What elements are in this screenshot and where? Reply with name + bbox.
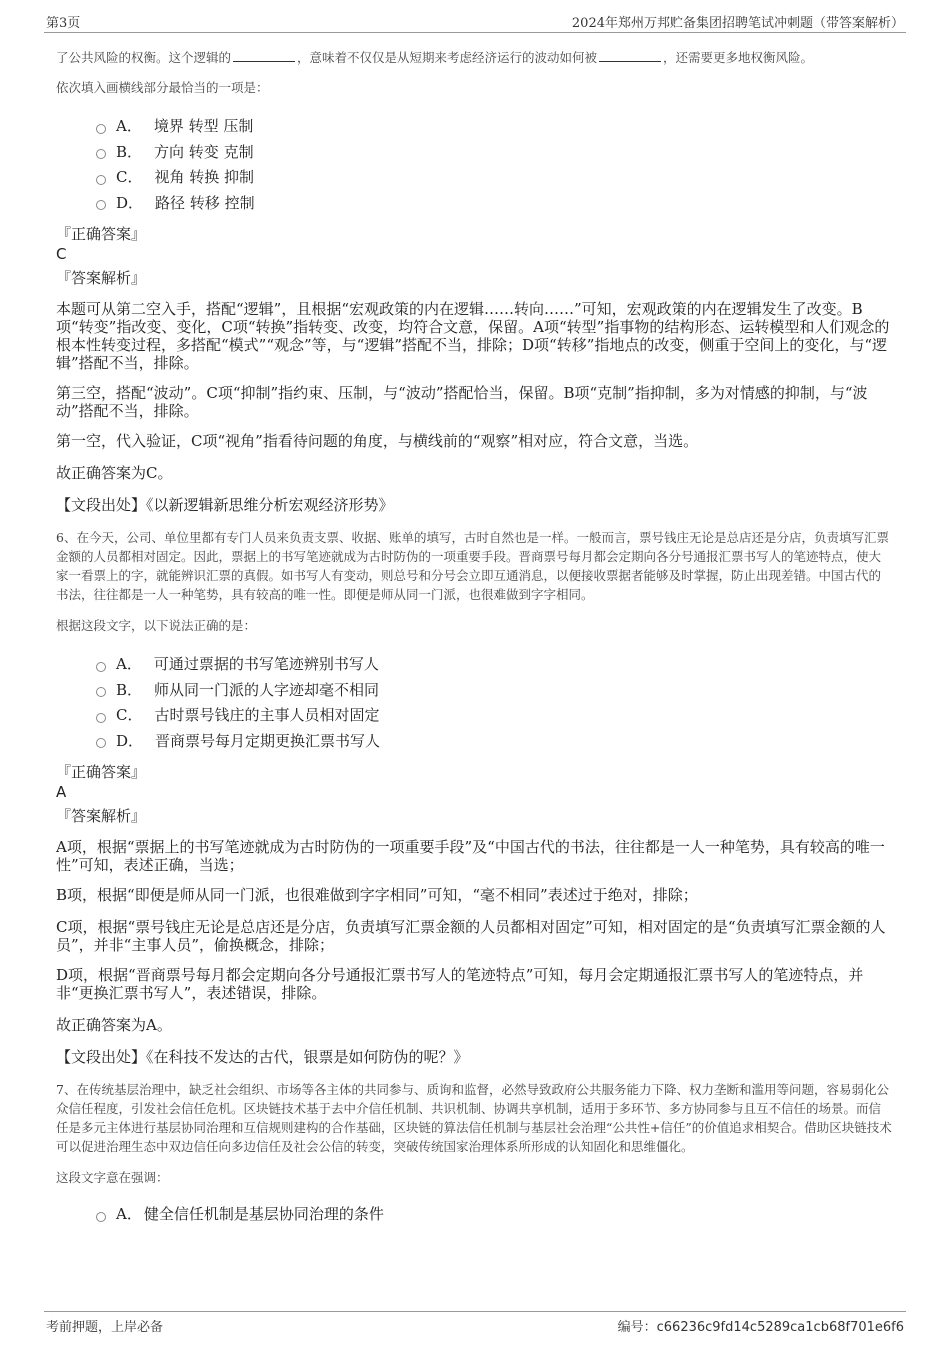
radio-icon[interactable] <box>96 1212 106 1222</box>
q6-analysis <box>56 838 892 1034</box>
analysis-paragraph: A项，根据“票据上的书写笔迹就成为古时防伪的一项重要手段”及“中国古代的书法，往往都是一人一种笔势，具有较高的唯一性”可知，表述正确，当选； <box>56 838 885 874</box>
radio-icon[interactable] <box>96 713 106 723</box>
correct-answer: C <box>56 245 67 263</box>
option-d[interactable]: D． 路径 转移 控制 <box>96 191 892 217</box>
page-footer <box>44 1311 906 1336</box>
q6-text: 6、在今天，公司、单位里都有专门人员来负责支票、收据、账单的填写，古时自然也是一样。一般而言，票号钱庄无论是总店还是分店，负责填写汇票金额的人员都相对固定。因此，票据上的书写笔迹就成为古时防伪的一项重要手段。晋商票号每月都会定期向各分号通报汇票书写人的笔迹特点，使大家一看票上的字，就能辨识汇票的真假。如书写人有变动，则总号和分号会立即互通消息，以便接收票据者能够及时掌握，防止出现差错。中国古代的书法，往往都是一人一种笔势，具有较高的唯一性。即便是师从同一门派，也很难做到字字相同。 <box>56 530 889 602</box>
option-b[interactable]: B． 师从同一门派的人字迹却毫不相同 <box>96 678 892 704</box>
q5-stem: 了公共风险的权衡。这个逻辑的 ，意味着不仅仅是从短期来考虑经济运行的波动如何被 ，还需要更多地权衡风险。 <box>56 50 814 65</box>
page-number: 第3页 <box>46 16 81 31</box>
correct-answer: A <box>56 783 67 801</box>
analysis-paragraph: 本题可从第二空入手，搭配“逻辑”，且根据“宏观政策的内在逻辑……转向……”可知，宏观政策的内在逻辑发生了改变。B项“转变”指改变、变化，C项“转换”指转变、改变，均符合文意，保留。A项“转型”指事物的结构形态、运转模型和人们观念的根本性转变过程，多搭配“模式”“观念”等，与“逻辑”搭配不当，排除；D项“转移”指地点的改变，侧重于空间上的变化，与“逻辑”搭配不当，排除。 <box>56 300 890 372</box>
q5-ask: 依次填入画横线部分最恰当的一项是： <box>56 80 269 95</box>
option-c[interactable]: C． 视角 转换 抑制 <box>96 165 892 191</box>
document-title: 2024年郑州万邦贮备集团招聘笔试冲刺题（带答案解析） <box>571 16 904 31</box>
radio-icon[interactable] <box>96 149 106 159</box>
radio-icon[interactable] <box>96 687 106 697</box>
blank-line <box>233 49 295 62</box>
q7-text: 7、在传统基层治理中，缺乏社会组织、市场等各主体的共同参与、质询和监督，必然导致政府公共服务能力下降、权力垄断和滥用等问题，容易弱化公众信任程度，引发社会信任危机。区块链技术基于去中介信任机制、共识机制、协调共享机制，适用于多环节、多方协同参与且互不信任的场景。而信任是多元主体进行基层协同治理和互信规则建构的合作基础，区块链的算法信任机制与基层社会治理“公共性+信任”的价值追求相契合。借助区块链技术可以促进治理生态中双边信任向多边信任及社会公信的转变，突破传统国家治理体系所形成的认知固化和思维僵化。 <box>56 1082 892 1154</box>
option-a[interactable]: A． 健全信任机制是基层协同治理的条件 <box>96 1202 892 1228</box>
analysis-paragraph: B项，根据“即便是师从同一门派，也很难做到字字相同”可知，“毫不相同”表述过于绝对，排除； <box>56 886 698 904</box>
q5-analysis <box>56 300 892 482</box>
analysis-tag: 『答案解析』 <box>56 269 147 287</box>
document-code: 编号：c66236c9fd14c5289ca1cb68f701e6f6 <box>617 1320 904 1335</box>
option-a[interactable]: A． 境界 转型 压制 <box>96 114 892 140</box>
answer-tag: 『正确答案』 <box>56 225 147 243</box>
source-citation: 【文段出处】《以新逻辑新思维分析宏观经济形势》 <box>56 496 394 514</box>
analysis-paragraph: C项，根据“票号钱庄无论是总店还是分店，负责填写汇票金额的人员都相对固定”可知，相对固定的是“负责填写汇票金额的人员”，并非“主事人员”，偷换概念，排除； <box>56 918 886 954</box>
analysis-paragraph: 第三空，搭配“波动”。C项“抑制”指约束、压制，与“波动”搭配恰当，保留。B项“克制”指抑制，多为对情感的抑制，与“波动”搭配不当，排除。 <box>56 384 868 420</box>
q6-ask: 根据这段文字，以下说法正确的是： <box>56 618 257 633</box>
analysis-paragraph: D项，根据“晋商票号每月都会定期向各分号通报汇票书写人的笔迹特点”可知，每月会定期通报汇票书写人的笔迹特点，并非“更换汇票书写人”，表述错误，排除。 <box>56 966 864 1002</box>
footer-slogan: 考前押题，上岸必备 <box>46 1320 164 1335</box>
option-a[interactable]: A． 可通过票据的书写笔迹辨别书写人 <box>96 652 892 678</box>
main-content <box>56 48 892 1228</box>
page-header <box>44 10 906 33</box>
q7-options <box>96 1202 892 1228</box>
radio-icon[interactable] <box>96 175 106 185</box>
analysis-conclusion: 故正确答案为C。 <box>56 464 173 482</box>
q7-ask: 这段文字意在强调： <box>56 1170 169 1185</box>
analysis-tag: 『答案解析』 <box>56 807 147 825</box>
option-b[interactable]: B． 方向 转变 克制 <box>96 140 892 166</box>
option-d[interactable]: D． 晋商票号每月定期更换汇票书写人 <box>96 729 892 755</box>
answer-tag: 『正确答案』 <box>56 763 147 781</box>
q6-options <box>96 652 892 754</box>
q5-options <box>96 114 892 216</box>
option-c[interactable]: C． 古时票号钱庄的主事人员相对固定 <box>96 703 892 729</box>
analysis-paragraph: 第一空，代入验证，C项“视角”指看待问题的角度，与横线前的“观察”相对应，符合文意，当选。 <box>56 432 699 450</box>
radio-icon[interactable] <box>96 124 106 134</box>
blank-line <box>599 49 661 62</box>
source-citation: 【文段出处】《在科技不发达的古代，银票是如何防伪的呢？》 <box>56 1048 469 1066</box>
radio-icon[interactable] <box>96 200 106 210</box>
radio-icon[interactable] <box>96 738 106 748</box>
analysis-conclusion: 故正确答案为A。 <box>56 1016 172 1034</box>
radio-icon[interactable] <box>96 662 106 672</box>
